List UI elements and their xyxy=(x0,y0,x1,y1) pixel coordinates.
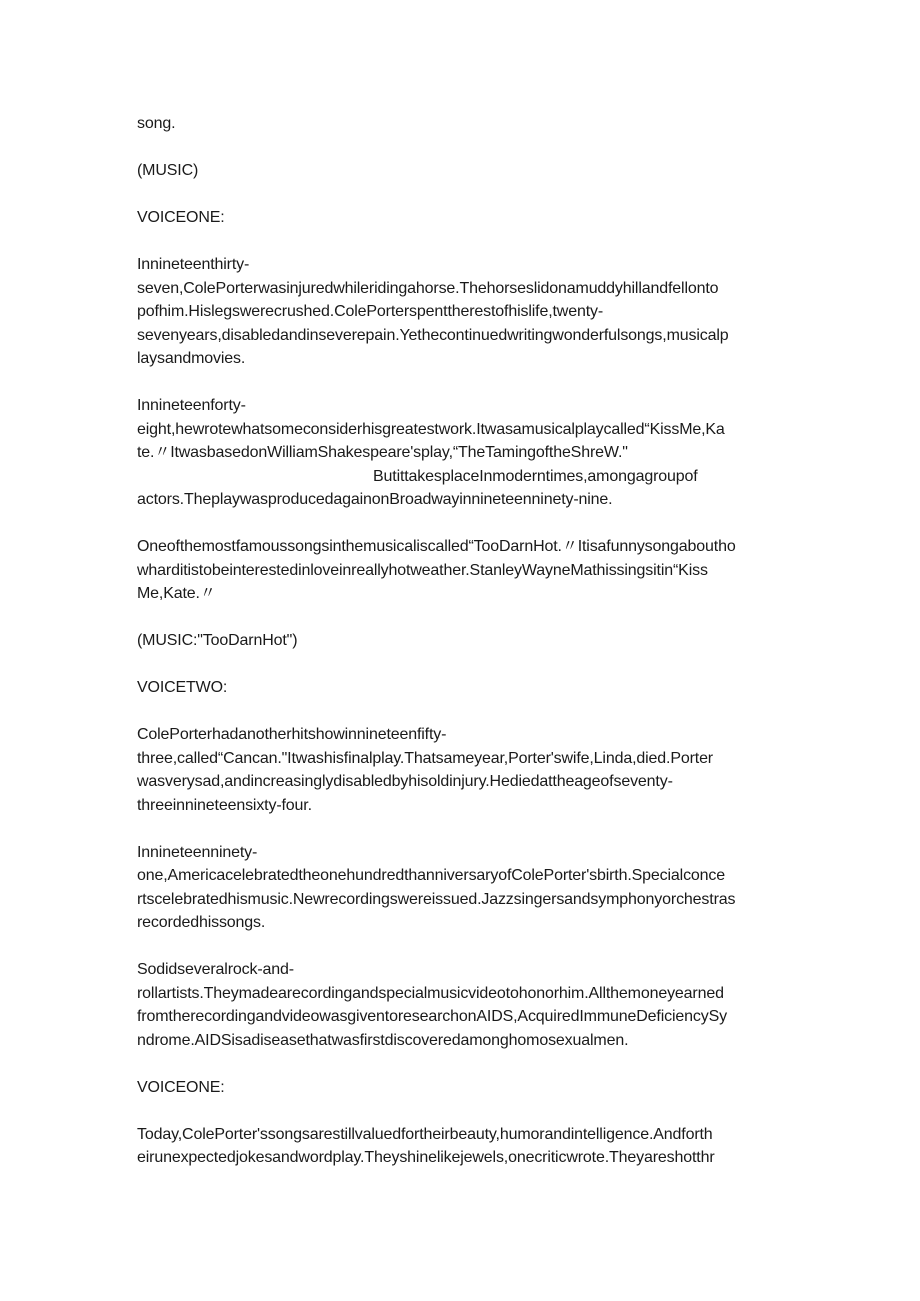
text-line: three,called“Cancan."Itwashisfinalplay.Thatsameyear,Porter'swife,Linda,died.Porter xyxy=(137,749,713,767)
text-line: VOICEONE: xyxy=(137,1078,225,1096)
speaker-label xyxy=(137,206,787,230)
paragraph xyxy=(137,1123,787,1170)
text-line: threeinnineteensixty-four. xyxy=(137,796,312,814)
text-line: wharditistobeinterestedinloveinreallyhotweather.StanleyWayneMathissingsitin“Kiss xyxy=(137,561,708,579)
text-line: song. xyxy=(137,115,176,132)
text-line: pofhim.Hislegswerecrushed.ColePorterspenttherestofhislife,twenty- xyxy=(137,303,604,320)
text-line: Today,ColePorter'ssongsarestillvaluedfortheirbeauty,humorandintelligence.Andforth xyxy=(137,1125,713,1143)
text-line: wasverysad,andincreasinglydisabledbyhisoldinjury.Hediedattheageofseventy- xyxy=(137,773,673,790)
speaker-label xyxy=(137,676,787,700)
text-line: Innineteenninety- xyxy=(137,843,258,861)
text-line: rollartists.Theymadearecordingandspecialmusicvideotohonorhim.Allthemoneyearned xyxy=(137,984,724,1002)
text-line: fromtherecordingandvideowasgiventoresearchonAIDS,AcquiredImmuneDeficiencySy xyxy=(137,1008,727,1025)
text-line: ButittakesplaceInmoderntimes,amongagroupof xyxy=(373,467,698,485)
text-line: laysandmovies. xyxy=(137,350,246,367)
text-line: eight,hewrotewhatsomeconsiderhisgreatestwork.Itwasamusicalplaycalled“KissMe,Ka xyxy=(137,420,725,438)
text-line: actors.TheplaywasproducedagainonBroadwayinnineteenninety-nine. xyxy=(137,491,613,508)
paragraph xyxy=(137,535,787,606)
text-line: Me,Kate.〃 xyxy=(137,585,216,602)
text-line: eirunexpectedjokesandwordplay.Theyshinelikejewels,onecriticwrote.Theyareshotthr xyxy=(137,1149,715,1166)
paragraph xyxy=(137,112,787,136)
text-line: Innineteenthirty- xyxy=(137,256,250,273)
text-line: (MUSIC:"TooDarnHot") xyxy=(137,632,298,649)
text-line: Sodidseveralrock-and- xyxy=(137,961,294,978)
text-line: VOICEONE: xyxy=(137,209,225,226)
text-line: Innineteenforty- xyxy=(137,397,246,414)
text-line: te.〃ItwasbasedonWilliamShakespeare'splay,“TheTamingoftheShreW." xyxy=(137,444,628,461)
document-body xyxy=(137,112,787,1170)
text-line: ColePorterhadanotherhitshowinnineteenfifty- xyxy=(137,726,447,743)
text-line: seven,ColePorterwasinjuredwhileridingahorse.Thehorseslidonamuddyhillandfellonto xyxy=(137,279,719,297)
paragraph xyxy=(137,841,787,935)
text-line: VOICETWO: xyxy=(137,679,228,696)
text-line: Oneofthemostfamoussongsinthemusicaliscalled“TooDarnHot.〃Itisafunnysongaboutho xyxy=(137,538,736,555)
text-line: ndrome.AIDSisadiseasethatwasfirstdiscoveredamonghomosexualmen. xyxy=(137,1031,629,1049)
music-cue xyxy=(137,629,787,653)
paragraph xyxy=(137,723,787,817)
text-line: one,AmericacelebratedtheonehundredthanniversaryofColePorter'sbirth.Specialconce xyxy=(137,867,726,884)
paragraph xyxy=(137,958,787,1052)
text-line: rtscelebratedhismusic.Newrecordingswereissued.Jazzsingersandsymphonyorchestras xyxy=(137,890,736,908)
speaker-label xyxy=(137,1076,787,1100)
music-cue xyxy=(137,159,787,183)
text-line: recordedhissongs. xyxy=(137,914,266,931)
paragraph xyxy=(137,253,787,371)
text-line: sevenyears,disabledandinseverepain.Yethecontinuedwritingwonderfulsongs,musicalp xyxy=(137,326,729,344)
paragraph xyxy=(137,394,787,512)
text-line: (MUSIC) xyxy=(137,162,199,179)
